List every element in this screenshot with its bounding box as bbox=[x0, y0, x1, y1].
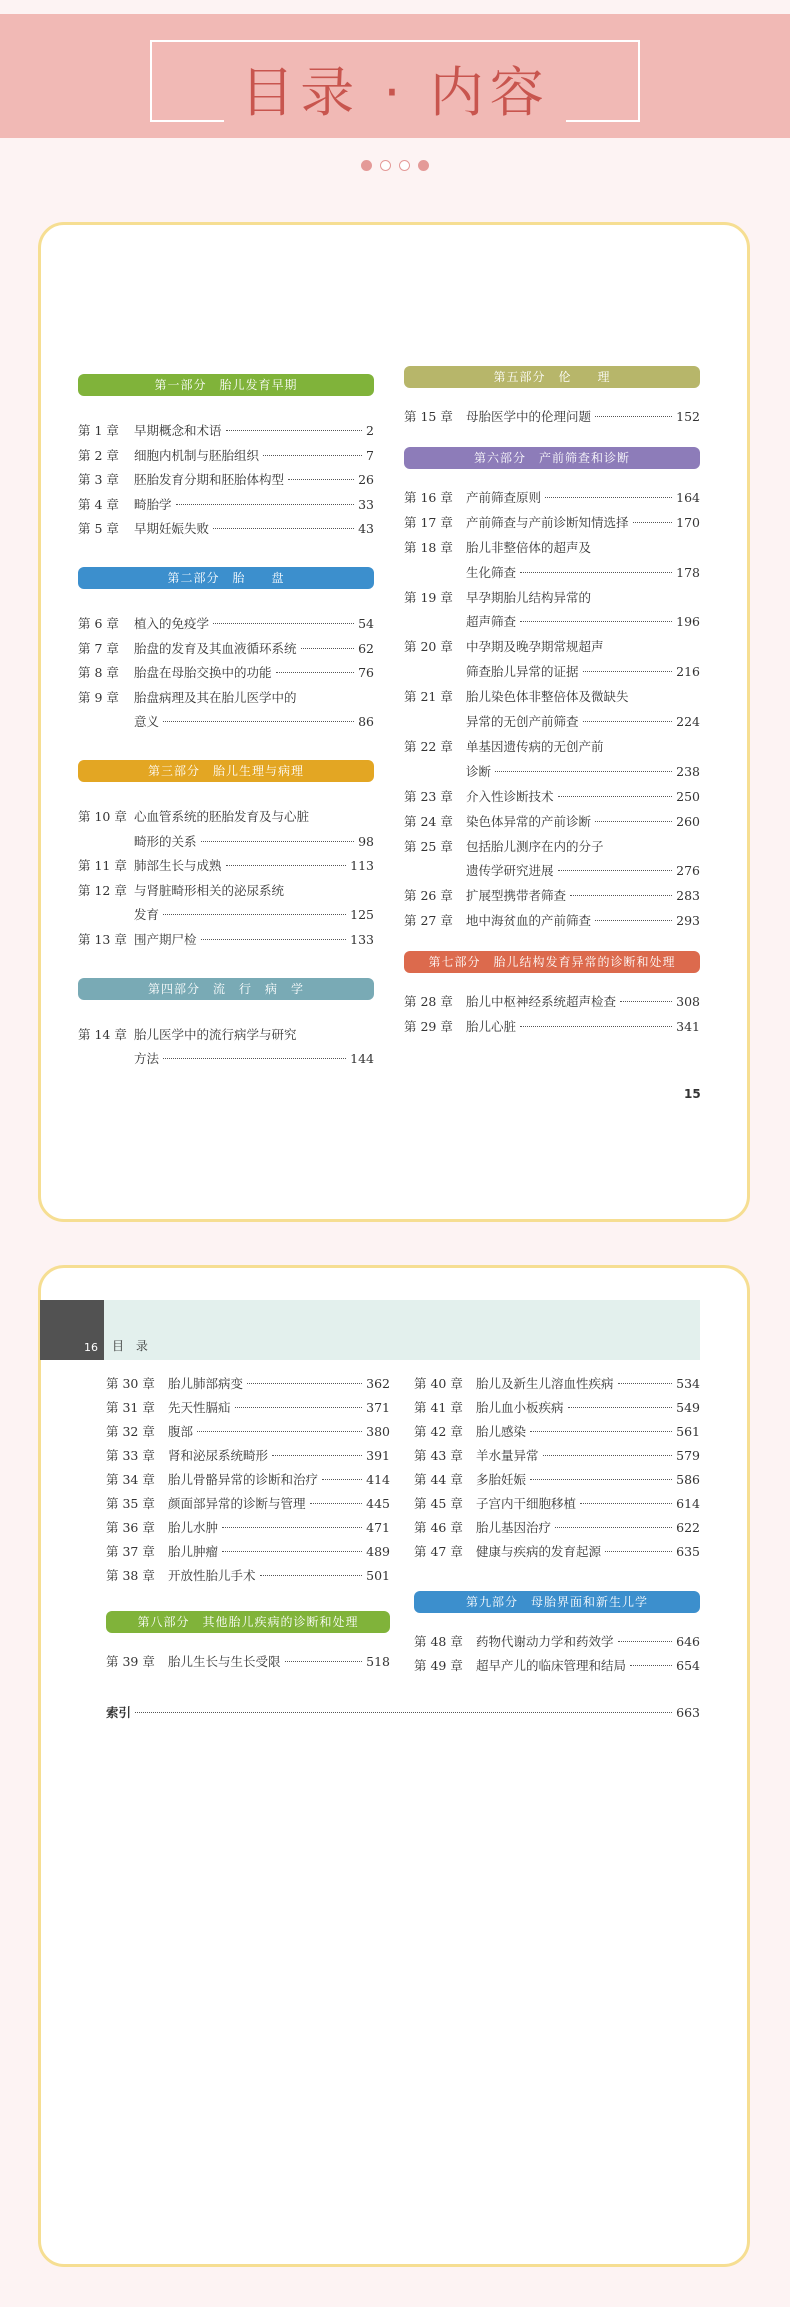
chapter-number: 第 14 章 bbox=[78, 1026, 127, 1042]
page-16-number: 16 bbox=[84, 1341, 98, 1354]
page-ref: 635 bbox=[676, 1544, 700, 1559]
chapter-number: 第 23 章 bbox=[404, 788, 453, 804]
leader-dots bbox=[226, 430, 363, 431]
page-ref: 62 bbox=[358, 640, 374, 656]
leader-dots bbox=[583, 671, 673, 672]
leader-dots bbox=[176, 504, 355, 505]
chapter-title: 开放性胎儿手术 bbox=[168, 1568, 256, 1583]
chapter-title: 介入性诊断技术 bbox=[466, 788, 554, 804]
toc-entry[interactable] bbox=[106, 1447, 390, 1465]
chapter-number: 第 30 章 bbox=[106, 1376, 155, 1391]
chapter-title: 肺部生长与成熟 bbox=[134, 858, 222, 874]
chapter-number: 第 7 章 bbox=[78, 640, 119, 656]
chapter-title: 超声筛查 bbox=[466, 614, 517, 630]
chapter-number: 第 3 章 bbox=[78, 472, 119, 488]
page-ref: 76 bbox=[358, 665, 374, 681]
toc-entry[interactable] bbox=[106, 1399, 390, 1417]
leader-dots bbox=[213, 528, 354, 529]
page-ref: 283 bbox=[676, 888, 700, 904]
chapter-number: 第 43 章 bbox=[414, 1448, 463, 1463]
leader-dots bbox=[222, 1551, 362, 1552]
page-ref: 534 bbox=[676, 1376, 700, 1391]
chapter-title: 颜面部异常的诊断与管理 bbox=[168, 1496, 306, 1511]
chapter-title: 包括胎儿测序在内的分子 bbox=[466, 838, 604, 854]
chapter-number: 第 24 章 bbox=[404, 813, 453, 829]
chapter-number: 第 46 章 bbox=[414, 1520, 463, 1535]
page-ref: 86 bbox=[358, 714, 374, 730]
leader-dots bbox=[201, 841, 355, 842]
chapter-title: 胎儿染色体非整倍体及微缺失 bbox=[466, 689, 629, 705]
page-ref: 646 bbox=[676, 1634, 700, 1649]
chapter-number: 第 32 章 bbox=[106, 1424, 155, 1439]
page-ref: 561 bbox=[676, 1424, 700, 1439]
chapter-number: 第 38 章 bbox=[106, 1568, 155, 1583]
section-header: 第一部分 胎儿发育早期 bbox=[78, 374, 374, 396]
leader-dots bbox=[163, 1058, 346, 1059]
toc-entry[interactable] bbox=[414, 1447, 700, 1465]
chapter-title: 胎儿及新生儿溶血性疾病 bbox=[476, 1376, 614, 1391]
chapter-number: 第 39 章 bbox=[106, 1654, 155, 1669]
page-ref: 98 bbox=[358, 833, 374, 849]
chapter-title: 生化筛查 bbox=[466, 564, 517, 580]
toc-entry[interactable] bbox=[404, 738, 700, 756]
chapter-title: 胎儿非整倍体的超声及 bbox=[466, 539, 592, 555]
leader-dots bbox=[543, 1455, 673, 1456]
page-ref: 308 bbox=[676, 994, 700, 1010]
page-ref: 54 bbox=[358, 616, 374, 631]
chapter-number: 第 45 章 bbox=[414, 1496, 463, 1511]
toc-entry[interactable] bbox=[78, 1050, 374, 1068]
toc-entry[interactable] bbox=[414, 1423, 700, 1441]
toc-entry[interactable] bbox=[106, 1423, 390, 1441]
page-ref: 341 bbox=[676, 1019, 700, 1034]
chapter-number: 第 47 章 bbox=[414, 1544, 463, 1559]
toc-entry[interactable] bbox=[414, 1471, 700, 1489]
leader-dots bbox=[288, 479, 354, 480]
toc-entry[interactable] bbox=[404, 564, 700, 582]
page-16-header-title: 目 录 bbox=[112, 1339, 152, 1353]
leader-dots bbox=[322, 1479, 362, 1480]
page-ref: 414 bbox=[366, 1472, 390, 1487]
leader-dots bbox=[285, 1661, 363, 1662]
section-header: 第五部分 伦 理 bbox=[404, 366, 700, 388]
page-ref: 170 bbox=[676, 514, 700, 530]
chapter-title: 腹部 bbox=[168, 1424, 194, 1439]
chapter-title: 子宫内干细胞移植 bbox=[476, 1496, 577, 1511]
chapter-number: 第 8 章 bbox=[78, 665, 119, 681]
chapter-number: 第 49 章 bbox=[414, 1658, 463, 1673]
chapter-number: 第 44 章 bbox=[414, 1472, 463, 1487]
chapter-number: 第 10 章 bbox=[78, 809, 127, 824]
toc-entry[interactable] bbox=[106, 1375, 390, 1393]
page-ref: 614 bbox=[676, 1496, 700, 1511]
chapter-title: 与肾脏畸形相关的泌尿系统 bbox=[134, 882, 285, 898]
chapter-title: 遗传学研究进展 bbox=[466, 863, 554, 879]
chapter-title: 胚胎发育分期和胚胎体构型 bbox=[134, 472, 285, 488]
toc-entry[interactable] bbox=[78, 882, 374, 900]
chapter-title: 羊水量异常 bbox=[476, 1448, 539, 1463]
toc-entry[interactable] bbox=[414, 1375, 700, 1393]
chapter-title: 异常的无创产前筛查 bbox=[466, 714, 579, 729]
chapter-number: 第 31 章 bbox=[106, 1400, 155, 1415]
page-ref: 144 bbox=[350, 1051, 374, 1067]
chapter-title: 植入的免疫学 bbox=[134, 616, 210, 631]
section-header: 第二部分 胎 盘 bbox=[78, 567, 374, 589]
chapter-title: 心血管系统的胚胎发育及与心脏 bbox=[134, 809, 310, 824]
section-header: 第九部分 母胎界面和新生儿学 bbox=[414, 1591, 700, 1613]
page-ref: 216 bbox=[676, 664, 700, 680]
chapter-title: 胎盘的发育及其血液循环系统 bbox=[134, 640, 297, 656]
toc-entry[interactable] bbox=[404, 514, 700, 532]
toc-entry[interactable] bbox=[404, 813, 700, 831]
chapter-title: 胎儿基因治疗 bbox=[476, 1520, 552, 1535]
toc-entry[interactable] bbox=[404, 489, 700, 507]
chapter-title: 胎盘病理及其在胎儿医学中的 bbox=[134, 689, 297, 705]
toc-entry[interactable] bbox=[414, 1543, 700, 1561]
leader-dots bbox=[618, 1641, 673, 1642]
page-ref: 654 bbox=[676, 1658, 700, 1673]
toc-entry[interactable] bbox=[106, 1567, 390, 1585]
toc-entry[interactable] bbox=[78, 857, 374, 875]
toc-entry[interactable] bbox=[414, 1495, 700, 1513]
toc-entry[interactable] bbox=[78, 689, 374, 707]
page-16-number-block bbox=[40, 1300, 104, 1360]
chapter-number: 第 4 章 bbox=[78, 496, 119, 512]
carousel-dot[interactable] bbox=[418, 160, 429, 171]
toc-entry[interactable] bbox=[404, 408, 700, 426]
leader-dots bbox=[583, 721, 673, 722]
section-header: 第八部分 其他胎儿疾病的诊断和处理 bbox=[106, 1611, 390, 1633]
chapter-title: 胎儿肺部病变 bbox=[168, 1376, 244, 1391]
chapter-title: 早期妊娠失败 bbox=[134, 521, 210, 537]
leader-dots bbox=[272, 1455, 362, 1456]
toc-entry[interactable] bbox=[404, 638, 700, 656]
chapter-number: 第 34 章 bbox=[106, 1472, 155, 1487]
chapter-number: 第 16 章 bbox=[404, 489, 453, 505]
leader-dots bbox=[495, 771, 672, 772]
chapter-title: 畸形的关系 bbox=[134, 833, 197, 849]
toc-entry[interactable] bbox=[106, 1471, 390, 1489]
carousel-dot[interactable] bbox=[380, 160, 391, 171]
chapter-title: 胎儿血小板疾病 bbox=[476, 1400, 564, 1415]
chapter-title: 胎儿中枢神经系统超声检查 bbox=[466, 994, 617, 1010]
leader-dots bbox=[558, 870, 673, 871]
chapter-title: 药物代谢动力学和药效学 bbox=[476, 1634, 614, 1649]
page-ref: 178 bbox=[676, 564, 700, 580]
chapter-number: 第 15 章 bbox=[404, 409, 453, 424]
page-ref: 371 bbox=[366, 1400, 390, 1415]
toc-entry[interactable] bbox=[404, 887, 700, 905]
toc-entry[interactable] bbox=[414, 1519, 700, 1537]
leader-dots bbox=[530, 1479, 672, 1480]
page-number: 15 bbox=[684, 1087, 701, 1101]
chapter-number: 第 6 章 bbox=[78, 616, 119, 631]
leader-dots bbox=[222, 1527, 362, 1528]
chapter-number: 第 5 章 bbox=[78, 521, 119, 537]
toc-entry[interactable] bbox=[404, 713, 700, 731]
toc-entry[interactable] bbox=[78, 906, 374, 924]
chapter-title: 超早产儿的临床管理和结局 bbox=[476, 1658, 627, 1673]
page-ref: 276 bbox=[676, 863, 700, 879]
chapter-number: 第 48 章 bbox=[414, 1634, 463, 1649]
chapter-title: 健康与疾病的发育起源 bbox=[476, 1544, 602, 1559]
page-ref: 489 bbox=[366, 1544, 390, 1559]
leader-dots bbox=[260, 1575, 363, 1576]
leader-dots bbox=[545, 497, 672, 498]
chapter-title: 先天性膈疝 bbox=[168, 1400, 231, 1415]
chapter-title: 早期概念和术语 bbox=[134, 423, 222, 438]
chapter-title: 细胞内机制与胚胎组织 bbox=[134, 447, 260, 463]
index-title: 索引 bbox=[106, 1705, 132, 1720]
chapter-title: 胎儿感染 bbox=[476, 1424, 527, 1439]
chapter-number: 第 22 章 bbox=[404, 738, 453, 754]
chapter-title: 胎儿医学中的流行病学与研究 bbox=[134, 1026, 297, 1042]
banner-title: 目录 · 内容 bbox=[0, 58, 790, 128]
carousel-dots[interactable] bbox=[0, 156, 790, 175]
chapter-title: 母胎医学中的伦理问题 bbox=[466, 409, 592, 424]
toc-entry[interactable] bbox=[78, 931, 374, 949]
page-16-header-band bbox=[104, 1300, 700, 1360]
chapter-number: 第 28 章 bbox=[404, 994, 453, 1010]
toc-entry[interactable] bbox=[78, 615, 374, 633]
chapter-title: 意义 bbox=[134, 714, 160, 730]
leader-dots bbox=[595, 821, 672, 822]
chapter-number: 第 17 章 bbox=[404, 514, 453, 530]
chapter-title: 胎儿骨骼异常的诊断和治疗 bbox=[168, 1472, 319, 1487]
page-ref: 501 bbox=[366, 1568, 390, 1583]
leader-dots bbox=[555, 1527, 672, 1528]
chapter-title: 胎盘在母胎交换中的功能 bbox=[134, 665, 272, 681]
chapter-title: 产前筛查原则 bbox=[466, 489, 542, 505]
chapter-number: 第 40 章 bbox=[414, 1376, 463, 1391]
chapter-title: 胎儿水肿 bbox=[168, 1520, 219, 1535]
page-ref: 586 bbox=[676, 1472, 700, 1487]
chapter-number: 第 20 章 bbox=[404, 639, 453, 655]
section-header: 第七部分 胎儿结构发育异常的诊断和处理 bbox=[404, 951, 700, 973]
page-ref: 622 bbox=[676, 1520, 700, 1535]
section-header: 第四部分 流 行 病 学 bbox=[78, 978, 374, 1000]
page-ref: 260 bbox=[676, 813, 700, 829]
chapter-title: 诊断 bbox=[466, 763, 492, 779]
chapter-title: 胎儿心脏 bbox=[466, 1019, 517, 1034]
page-ref: 224 bbox=[676, 714, 700, 729]
leader-dots bbox=[595, 920, 672, 921]
chapter-title: 方法 bbox=[134, 1051, 160, 1067]
page-ref: 33 bbox=[358, 496, 374, 512]
page-ref: 133 bbox=[350, 932, 374, 947]
toc-entry[interactable] bbox=[78, 496, 374, 514]
page-ref: 471 bbox=[366, 1520, 390, 1535]
chapter-title: 围产期尸检 bbox=[134, 932, 197, 947]
chapter-number: 第 26 章 bbox=[404, 888, 453, 904]
page-ref: 663 bbox=[676, 1705, 700, 1720]
leader-dots bbox=[301, 648, 355, 649]
leader-dots bbox=[595, 416, 672, 417]
chapter-number: 第 27 章 bbox=[404, 913, 453, 929]
toc-entry[interactable] bbox=[404, 763, 700, 781]
page-ref: 445 bbox=[366, 1496, 390, 1511]
toc-entry[interactable] bbox=[78, 833, 374, 851]
chapter-number: 第 18 章 bbox=[404, 539, 453, 555]
leader-dots bbox=[558, 796, 673, 797]
page-ref: 196 bbox=[676, 614, 700, 630]
toc-entry[interactable] bbox=[106, 1653, 390, 1671]
chapter-title: 肾和泌尿系统畸形 bbox=[168, 1448, 269, 1463]
leader-dots bbox=[163, 914, 346, 915]
toc-entry[interactable] bbox=[404, 539, 700, 557]
page-ref: 113 bbox=[350, 858, 374, 874]
chapter-number: 第 37 章 bbox=[106, 1544, 155, 1559]
chapter-title: 扩展型携带者筛查 bbox=[466, 888, 567, 904]
chapter-title: 单基因遗传病的无创产前 bbox=[466, 738, 604, 754]
leader-dots bbox=[620, 1001, 672, 1002]
toc-entry[interactable] bbox=[404, 788, 700, 806]
toc-entry[interactable] bbox=[78, 640, 374, 658]
toc-entry[interactable] bbox=[414, 1399, 700, 1417]
toc-entry[interactable] bbox=[404, 838, 700, 856]
toc-entry[interactable] bbox=[404, 613, 700, 631]
page-ref: 43 bbox=[358, 521, 374, 537]
page-ref: 579 bbox=[676, 1448, 700, 1463]
page-ref: 391 bbox=[366, 1448, 390, 1463]
toc-entry[interactable] bbox=[78, 471, 374, 489]
chapter-number: 第 25 章 bbox=[404, 838, 453, 854]
toc-entry[interactable] bbox=[404, 993, 700, 1011]
page-ref: 125 bbox=[350, 907, 374, 923]
page-ref: 26 bbox=[358, 472, 374, 488]
chapter-title: 胎儿生长与生长受限 bbox=[168, 1654, 281, 1669]
chapter-title: 胎儿肿瘤 bbox=[168, 1544, 219, 1559]
page-ref: 2 bbox=[366, 423, 374, 438]
leader-dots bbox=[630, 1665, 672, 1666]
leader-dots bbox=[310, 1503, 363, 1504]
chapter-number: 第 12 章 bbox=[78, 882, 127, 898]
page-ref: 549 bbox=[676, 1400, 700, 1415]
chapter-title: 畸胎学 bbox=[134, 496, 172, 512]
leader-dots bbox=[235, 1407, 363, 1408]
leader-dots bbox=[135, 1712, 672, 1713]
chapter-title: 中孕期及晚孕期常规超声 bbox=[466, 639, 604, 655]
toc-entry[interactable] bbox=[414, 1657, 700, 1675]
leader-dots bbox=[197, 1431, 362, 1432]
leader-dots bbox=[618, 1383, 673, 1384]
toc-entry[interactable] bbox=[404, 589, 700, 607]
page-ref: 7 bbox=[366, 447, 374, 463]
toc-entry[interactable] bbox=[78, 447, 374, 465]
toc-entry[interactable] bbox=[78, 422, 374, 440]
page-ref: 518 bbox=[366, 1654, 390, 1669]
toc-entry[interactable] bbox=[106, 1495, 390, 1513]
page-ref: 293 bbox=[676, 913, 700, 929]
chapter-number: 第 21 章 bbox=[404, 689, 453, 705]
leader-dots bbox=[570, 895, 672, 896]
toc-entry[interactable] bbox=[106, 1704, 700, 1722]
page-ref: 250 bbox=[676, 788, 700, 804]
section-header: 第三部分 胎儿生理与病理 bbox=[78, 760, 374, 782]
chapter-number: 第 36 章 bbox=[106, 1520, 155, 1535]
page-ref: 380 bbox=[366, 1424, 390, 1439]
toc-entry[interactable] bbox=[106, 1543, 390, 1561]
chapter-title: 产前筛查与产前诊断知情选择 bbox=[466, 514, 629, 530]
leader-dots bbox=[530, 1431, 672, 1432]
chapter-number: 第 1 章 bbox=[78, 423, 119, 438]
chapter-number: 第 41 章 bbox=[414, 1400, 463, 1415]
page-ref: 238 bbox=[676, 763, 700, 779]
toc-entry[interactable] bbox=[404, 862, 700, 880]
leader-dots bbox=[201, 939, 347, 940]
toc-entry[interactable] bbox=[404, 663, 700, 681]
section-header: 第六部分 产前筛查和诊断 bbox=[404, 447, 700, 469]
toc-entry[interactable] bbox=[78, 664, 374, 682]
toc-entry[interactable] bbox=[404, 912, 700, 930]
toc-entry[interactable] bbox=[404, 1018, 700, 1036]
page-ref: 164 bbox=[676, 489, 700, 505]
chapter-number: 第 13 章 bbox=[78, 932, 127, 947]
chapter-number: 第 42 章 bbox=[414, 1424, 463, 1439]
top-strip bbox=[0, 0, 790, 14]
chapter-title: 发育 bbox=[134, 907, 160, 923]
carousel-dot[interactable] bbox=[399, 160, 410, 171]
toc-entry[interactable] bbox=[78, 1026, 374, 1044]
leader-dots bbox=[520, 1026, 672, 1027]
toc-entry[interactable] bbox=[78, 808, 374, 826]
leader-dots bbox=[580, 1503, 672, 1504]
chapter-number: 第 19 章 bbox=[404, 589, 453, 605]
leader-dots bbox=[276, 672, 355, 673]
chapter-title: 地中海贫血的产前筛查 bbox=[466, 913, 592, 929]
leader-dots bbox=[247, 1383, 362, 1384]
leader-dots bbox=[568, 1407, 673, 1408]
toc-entry[interactable] bbox=[78, 713, 374, 731]
leader-dots bbox=[226, 865, 347, 866]
toc-entry[interactable] bbox=[404, 688, 700, 706]
leader-dots bbox=[605, 1551, 672, 1552]
page-ref: 152 bbox=[676, 409, 700, 424]
chapter-number: 第 2 章 bbox=[78, 447, 119, 463]
chapter-title: 筛查胎儿异常的证据 bbox=[466, 664, 579, 680]
toc-entry[interactable] bbox=[78, 520, 374, 538]
chapter-number: 第 9 章 bbox=[78, 689, 119, 705]
leader-dots bbox=[520, 621, 672, 622]
leader-dots bbox=[263, 455, 362, 456]
toc-entry[interactable] bbox=[414, 1633, 700, 1651]
carousel-dot[interactable] bbox=[361, 160, 372, 171]
leader-dots bbox=[633, 522, 673, 523]
chapter-number: 第 29 章 bbox=[404, 1019, 453, 1034]
chapter-number: 第 33 章 bbox=[106, 1448, 155, 1463]
chapter-title: 早孕期胎儿结构异常的 bbox=[466, 589, 592, 605]
toc-entry[interactable] bbox=[106, 1519, 390, 1537]
chapter-number: 第 35 章 bbox=[106, 1496, 155, 1511]
leader-dots bbox=[520, 572, 672, 573]
leader-dots bbox=[213, 623, 354, 624]
chapter-title: 多胎妊娠 bbox=[476, 1472, 527, 1487]
page-ref: 362 bbox=[366, 1376, 390, 1391]
chapter-number: 第 11 章 bbox=[78, 858, 127, 874]
chapter-title: 染色体异常的产前诊断 bbox=[466, 813, 592, 829]
leader-dots bbox=[163, 721, 354, 722]
